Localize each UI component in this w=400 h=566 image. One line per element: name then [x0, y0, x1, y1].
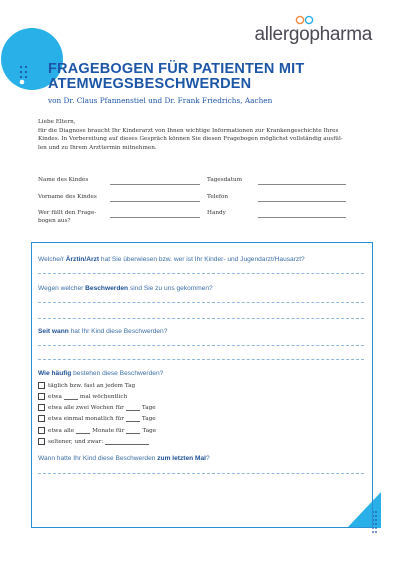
checkbox[interactable]: [38, 438, 45, 445]
answer-line[interactable]: [38, 359, 364, 360]
checkbox[interactable]: [38, 393, 45, 400]
option-daily[interactable]: täglich bzw. fast an jedem Tag: [38, 382, 135, 389]
question-referring-doctor: Welche/r Ärztin/Arzt hat Sie überwiesen bzw. wer ist Ihr Kinder- und Jugendarzt/Hausarzt?: [38, 256, 305, 263]
option-rarely[interactable]: seltener, und zwar:: [38, 438, 151, 445]
question-since-when: Seit wann hat Ihr Kind diese Beschwerden?: [38, 328, 168, 335]
child-name-label: Name des Kindes: [38, 177, 89, 183]
option-biweekly[interactable]: etwa alle zwei Wochen für Tage: [38, 404, 156, 411]
date-label: Tagesdatum: [207, 177, 243, 183]
child-name-field[interactable]: [110, 184, 200, 185]
checkbox[interactable]: [38, 404, 45, 411]
brand-logo: allergopharma: [254, 24, 372, 45]
filled-by-field[interactable]: [110, 217, 200, 218]
mobile-field[interactable]: [258, 217, 346, 218]
mobile-label: Handy: [207, 210, 226, 216]
question-frequency: Wie häufig bestehen diese Beschwerden?: [38, 370, 164, 377]
answer-line[interactable]: [38, 273, 364, 274]
checkbox[interactable]: [38, 415, 45, 422]
greeting: Liebe Eltern,: [38, 119, 76, 125]
authors-subtitle: von Dr. Claus Pfannenstiel und Dr. Frank Friedrichs, Aachen: [48, 96, 273, 105]
child-firstname-field[interactable]: [110, 201, 200, 202]
letter-line: für die Diagnose braucht Ihr Kinderarzt von Ihnen wichtige Informationen zur Krankengeschichte Ihres: [38, 127, 339, 134]
letter-line: Kindes. In Vorbereitung auf dieses Gespräch können Sie diesen Fragebogen möglichst vollständig ausfül-: [38, 136, 343, 143]
question-complaints: Wegen welcher Beschwerden sind Sie zu uns gekommen?: [38, 285, 213, 292]
letter-line: len und zu Ihrem Arzttermin mitnehmen.: [38, 144, 157, 151]
filled-by-label: Wer füllt den Frage- bogen aus?: [38, 210, 97, 224]
child-firstname-label: Vorname des Kindes: [38, 194, 97, 200]
intro-letter: [38, 118, 368, 152]
phone-field[interactable]: [258, 201, 346, 202]
checkbox[interactable]: [38, 382, 45, 389]
decorative-dots-left: [18, 64, 48, 88]
page-title: FRAGEBOGEN FÜR PATIENTEN MIT ATEMWEGSBESCHWERDEN: [48, 61, 305, 92]
phone-label: Telefon: [207, 194, 229, 200]
answer-line[interactable]: [38, 345, 364, 346]
answer-line[interactable]: [38, 302, 364, 303]
option-monthly[interactable]: etwa einmal monatlich für Tage: [38, 415, 156, 422]
answer-line[interactable]: [38, 318, 364, 319]
answer-line[interactable]: [38, 473, 364, 474]
checkbox[interactable]: [38, 427, 45, 434]
option-every-months[interactable]: etwa alle Monate für Tage: [38, 427, 156, 434]
question-last-time: Wann hatte Ihr Kind diese Beschwerden zum letzten Mal?: [38, 455, 210, 462]
option-weekly[interactable]: etwa mal wöchentlich: [38, 393, 127, 400]
date-field[interactable]: [258, 184, 346, 185]
